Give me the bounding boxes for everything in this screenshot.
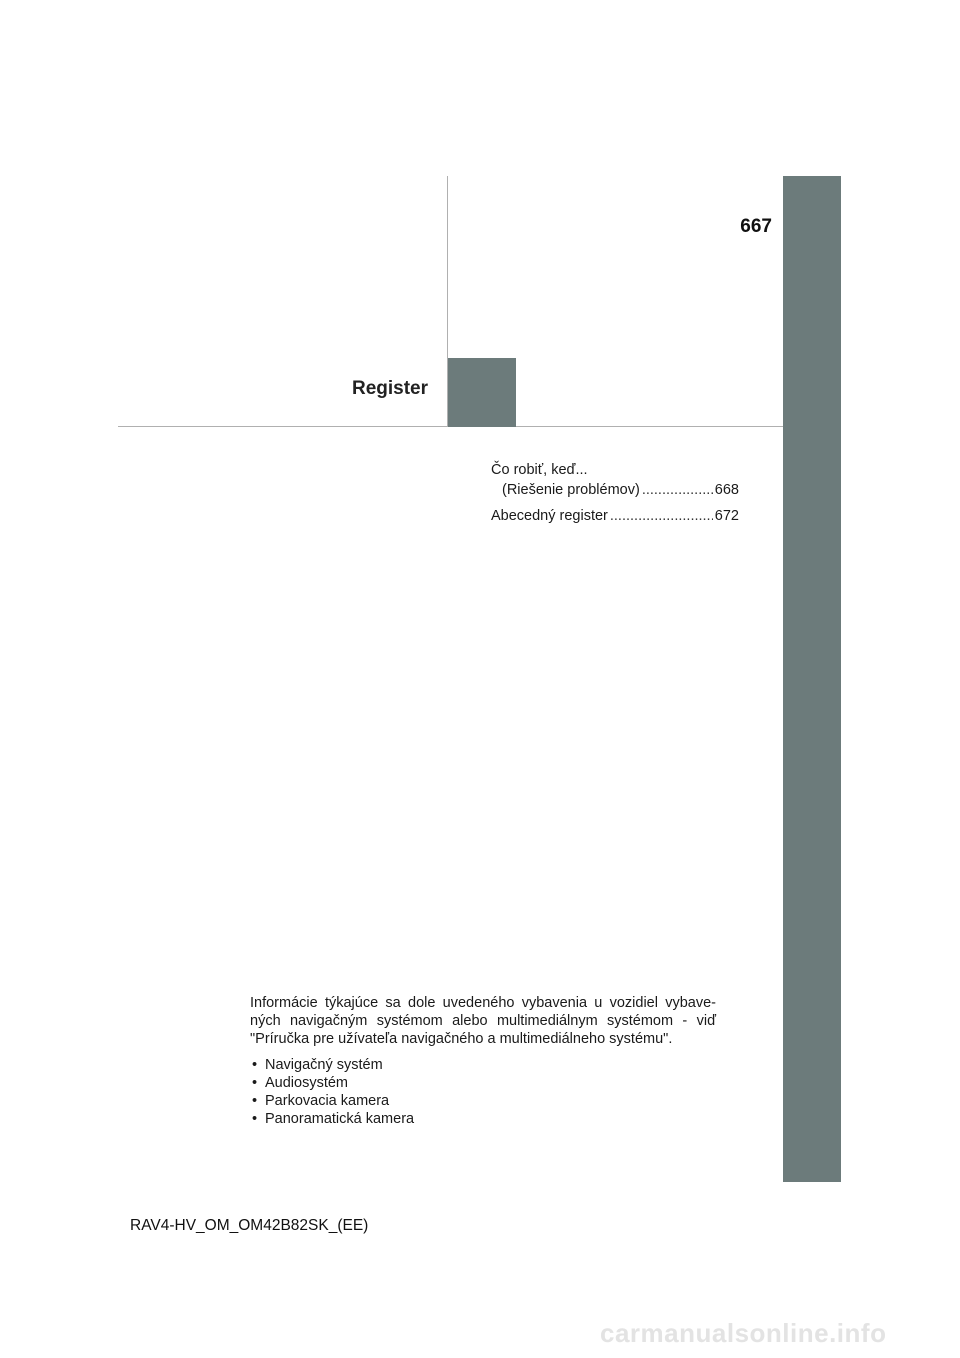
list-item [250,1056,716,1074]
watermark: carmanualsonline.info [600,1318,887,1348]
list-item-label: Parkovacia kamera [265,1093,390,1109]
navigation-note [250,994,716,1128]
toc-line [491,506,739,526]
list-item [250,1092,716,1110]
section-marker-square [448,358,516,427]
bullet-icon: • [252,1111,258,1127]
toc-line [491,480,739,500]
equipment-list [250,1056,716,1128]
document-code-footer: RAV4-HV_OM_OM42B82SK_(EE) [130,1217,369,1234]
toc-entry-troubleshooting[interactable] [491,460,739,500]
table-of-contents [491,460,739,532]
list-item [250,1110,716,1128]
toc-page-number: 672 [714,508,739,524]
note-text: Informácie týkajúce sa dole uvedeného vybavenia u vozidiel vybave-ných navigačným systémom alebo multimediálnym systémom - viď "Príručka pre užívateľa navigačného a multimediálneho systému". [250,995,716,1047]
toc-entry-alphabetical-index[interactable] [491,506,739,526]
chapter-side-tab [783,176,841,1182]
list-item-label: Panoramatická kamera [265,1111,415,1127]
bullet-icon: • [252,1093,258,1109]
toc-label: (Riešenie problémov) [502,482,640,498]
toc-line [491,460,739,480]
list-item-label: Audiosystém [265,1075,349,1091]
dot-leader [610,506,713,526]
toc-page-number: 668 [714,482,739,498]
toc-label: Abecedný register [491,508,608,524]
bullet-icon: • [252,1057,258,1073]
section-title: Register [351,378,428,399]
dot-leader [642,480,713,500]
toc-label: Čo robiť, keď... [491,462,588,478]
list-item-label: Navigačný systém [265,1057,383,1073]
list-item [250,1074,716,1092]
bullet-icon: • [252,1075,258,1091]
page-number: 667 [740,216,772,237]
